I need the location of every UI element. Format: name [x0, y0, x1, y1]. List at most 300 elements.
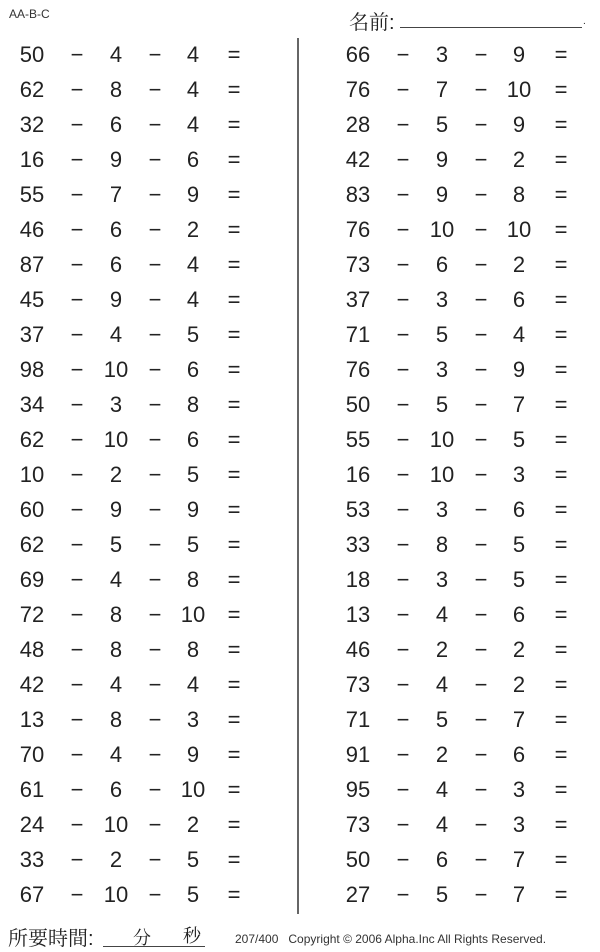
minus-sign: −	[396, 217, 410, 242]
operand-1: 10	[19, 462, 45, 487]
operand-2: 3	[435, 287, 449, 312]
operand-1: 61	[19, 777, 45, 802]
equals-sign: =	[227, 252, 241, 277]
equals-sign: =	[227, 147, 241, 172]
operand-1: 34	[19, 392, 45, 417]
minus-sign: −	[396, 112, 410, 137]
minus-sign: −	[474, 532, 488, 557]
worksheet-code: AA-B-C	[9, 7, 50, 21]
footer-info	[235, 932, 556, 946]
minus-sign: −	[396, 182, 410, 207]
copyright: Copyright © 2006 Alpha.Inc All Rights Reserved.	[288, 932, 547, 946]
column-divider	[297, 38, 299, 914]
minus-sign: −	[148, 182, 162, 207]
operand-1: 87	[19, 252, 45, 277]
operand-1: 42	[19, 672, 45, 697]
operand-3: 4	[186, 42, 200, 67]
operand-3: 9	[186, 182, 200, 207]
minus-sign: −	[70, 182, 84, 207]
operand-3: 2	[186, 217, 200, 242]
operand-2: 4	[109, 42, 123, 67]
minus-sign: −	[474, 847, 488, 872]
minus-sign: −	[148, 847, 162, 872]
operand-3: 6	[512, 497, 526, 522]
minus-sign: −	[396, 462, 410, 487]
operand-3: 4	[186, 77, 200, 102]
operand-2: 9	[109, 287, 123, 312]
equals-sign: =	[554, 42, 568, 67]
operand-2: 4	[435, 777, 449, 802]
operand-2: 8	[435, 532, 449, 557]
minus-sign: −	[70, 42, 84, 67]
equals-sign: =	[554, 637, 568, 662]
minus-sign: −	[148, 357, 162, 382]
minus-sign: −	[474, 462, 488, 487]
minus-sign: −	[474, 42, 488, 67]
minus-sign: −	[396, 567, 410, 592]
equals-sign: =	[227, 567, 241, 592]
minus-sign: −	[474, 252, 488, 277]
operand-3: 10	[506, 77, 532, 102]
minus-sign: −	[70, 427, 84, 452]
operand-1: 73	[345, 672, 371, 697]
equals-sign: =	[227, 462, 241, 487]
operand-2: 6	[435, 252, 449, 277]
operand-2: 7	[435, 77, 449, 102]
operand-1: 37	[19, 322, 45, 347]
operand-3: 2	[512, 672, 526, 697]
minus-sign: −	[148, 427, 162, 452]
minus-sign: −	[70, 672, 84, 697]
operand-3: 3	[512, 812, 526, 837]
minutes-label: 分	[133, 928, 151, 948]
operand-1: 95	[345, 777, 371, 802]
minus-sign: −	[148, 392, 162, 417]
minus-sign: −	[148, 602, 162, 627]
operand-1: 13	[19, 707, 45, 732]
minus-sign: −	[396, 707, 410, 732]
minus-sign: −	[474, 497, 488, 522]
equals-sign: =	[554, 112, 568, 137]
equals-sign: =	[554, 777, 568, 802]
equals-sign: =	[227, 112, 241, 137]
minus-sign: −	[396, 637, 410, 662]
operand-3: 9	[512, 42, 526, 67]
operand-2: 2	[435, 742, 449, 767]
equals-sign: =	[554, 812, 568, 837]
operand-2: 5	[435, 112, 449, 137]
operand-2: 10	[103, 427, 129, 452]
operand-3: 5	[512, 532, 526, 557]
equals-sign: =	[227, 777, 241, 802]
operand-3: 5	[186, 322, 200, 347]
operand-3: 3	[186, 707, 200, 732]
operand-2: 7	[109, 182, 123, 207]
operand-3: 4	[186, 252, 200, 277]
operand-2: 9	[109, 147, 123, 172]
minus-sign: −	[148, 812, 162, 837]
minus-sign: −	[70, 217, 84, 242]
operand-1: 72	[19, 602, 45, 627]
minus-sign: −	[474, 147, 488, 172]
operand-2: 10	[429, 427, 455, 452]
minus-sign: −	[148, 112, 162, 137]
minus-sign: −	[396, 392, 410, 417]
operand-2: 6	[109, 252, 123, 277]
minus-sign: −	[474, 672, 488, 697]
operand-2: 3	[109, 392, 123, 417]
operand-3: 8	[512, 182, 526, 207]
operand-1: 13	[345, 602, 371, 627]
minus-sign: −	[474, 742, 488, 767]
operand-2: 5	[435, 322, 449, 347]
minus-sign: −	[396, 42, 410, 67]
operand-1: 32	[19, 112, 45, 137]
operand-2: 10	[103, 812, 129, 837]
operand-1: 45	[19, 287, 45, 312]
minus-sign: −	[148, 77, 162, 102]
operand-3: 4	[512, 322, 526, 347]
operand-3: 5	[186, 847, 200, 872]
minus-sign: −	[148, 637, 162, 662]
operand-1: 42	[345, 147, 371, 172]
minus-sign: −	[148, 707, 162, 732]
minus-sign: −	[148, 742, 162, 767]
minus-sign: −	[70, 252, 84, 277]
operand-2: 2	[109, 462, 123, 487]
equals-sign: =	[554, 147, 568, 172]
operand-3: 4	[186, 672, 200, 697]
equals-sign: =	[227, 217, 241, 242]
operand-1: 83	[345, 182, 371, 207]
operand-1: 69	[19, 567, 45, 592]
minus-sign: −	[396, 357, 410, 382]
minus-sign: −	[396, 777, 410, 802]
minus-sign: −	[474, 637, 488, 662]
operand-2: 4	[435, 812, 449, 837]
operand-1: 73	[345, 812, 371, 837]
equals-sign: =	[554, 357, 568, 382]
operand-1: 71	[345, 707, 371, 732]
operand-2: 9	[109, 497, 123, 522]
operand-2: 8	[109, 77, 123, 102]
minus-sign: −	[70, 637, 84, 662]
minus-sign: −	[474, 182, 488, 207]
equals-sign: =	[554, 182, 568, 207]
equals-sign: =	[227, 707, 241, 732]
minus-sign: −	[148, 497, 162, 522]
minus-sign: −	[474, 567, 488, 592]
operand-2: 4	[109, 672, 123, 697]
minus-sign: −	[70, 357, 84, 382]
operand-2: 3	[435, 497, 449, 522]
minus-sign: −	[70, 882, 84, 907]
equals-sign: =	[227, 812, 241, 837]
minus-sign: −	[396, 602, 410, 627]
operand-3: 6	[186, 147, 200, 172]
equals-sign: =	[554, 847, 568, 872]
operand-3: 4	[186, 112, 200, 137]
minus-sign: −	[148, 252, 162, 277]
minus-sign: −	[396, 287, 410, 312]
operand-3: 5	[512, 427, 526, 452]
minus-sign: −	[396, 532, 410, 557]
operand-1: 27	[345, 882, 371, 907]
operand-2: 5	[435, 707, 449, 732]
equals-sign: =	[227, 322, 241, 347]
operand-3: 8	[186, 392, 200, 417]
minus-sign: −	[474, 707, 488, 732]
operand-1: 71	[345, 322, 371, 347]
minus-sign: −	[70, 322, 84, 347]
equals-sign: =	[227, 637, 241, 662]
minus-sign: −	[396, 847, 410, 872]
operand-2: 6	[109, 777, 123, 802]
operand-1: 50	[345, 847, 371, 872]
minus-sign: −	[148, 567, 162, 592]
operand-2: 8	[109, 602, 123, 627]
name-field-line[interactable]	[400, 27, 582, 28]
equals-sign: =	[227, 532, 241, 557]
minus-sign: −	[148, 777, 162, 802]
equals-sign: =	[554, 882, 568, 907]
equals-sign: =	[554, 497, 568, 522]
minus-sign: −	[70, 392, 84, 417]
minus-sign: −	[148, 532, 162, 557]
operand-3: 4	[186, 287, 200, 312]
operand-3: 7	[512, 882, 526, 907]
equals-sign: =	[227, 672, 241, 697]
minus-sign: −	[396, 882, 410, 907]
minus-sign: −	[148, 672, 162, 697]
operand-1: 16	[19, 147, 45, 172]
operand-2: 2	[435, 637, 449, 662]
operand-3: 9	[186, 497, 200, 522]
operand-1: 18	[345, 567, 371, 592]
operand-1: 76	[345, 217, 371, 242]
operand-1: 66	[345, 42, 371, 67]
operand-1: 28	[345, 112, 371, 137]
operand-3: 5	[186, 882, 200, 907]
operand-1: 46	[19, 217, 45, 242]
equals-sign: =	[554, 427, 568, 452]
operand-2: 4	[109, 322, 123, 347]
operand-1: 50	[345, 392, 371, 417]
operand-3: 5	[186, 462, 200, 487]
minus-sign: −	[70, 532, 84, 557]
minus-sign: −	[396, 497, 410, 522]
minus-sign: −	[148, 882, 162, 907]
equals-sign: =	[227, 742, 241, 767]
equals-sign: =	[227, 847, 241, 872]
minus-sign: −	[474, 812, 488, 837]
operand-1: 76	[345, 77, 371, 102]
operand-3: 2	[512, 252, 526, 277]
operand-2: 6	[109, 112, 123, 137]
operand-1: 62	[19, 427, 45, 452]
minus-sign: −	[474, 77, 488, 102]
operand-1: 70	[19, 742, 45, 767]
minus-sign: −	[474, 427, 488, 452]
equals-sign: =	[554, 287, 568, 312]
operand-1: 16	[345, 462, 371, 487]
equals-sign: =	[554, 602, 568, 627]
minus-sign: −	[70, 812, 84, 837]
operand-2: 8	[109, 707, 123, 732]
minus-sign: −	[70, 77, 84, 102]
minus-sign: −	[70, 777, 84, 802]
operand-2: 8	[109, 637, 123, 662]
equals-sign: =	[554, 322, 568, 347]
operand-1: 76	[345, 357, 371, 382]
operand-3: 7	[512, 707, 526, 732]
operand-3: 2	[512, 637, 526, 662]
minus-sign: −	[396, 147, 410, 172]
operand-1: 62	[19, 77, 45, 102]
operand-1: 50	[19, 42, 45, 67]
equals-sign: =	[554, 532, 568, 557]
operand-1: 55	[345, 427, 371, 452]
minus-sign: −	[70, 602, 84, 627]
operand-3: 6	[186, 357, 200, 382]
equals-sign: =	[554, 217, 568, 242]
operand-3: 8	[186, 567, 200, 592]
operand-1: 73	[345, 252, 371, 277]
operand-1: 62	[19, 532, 45, 557]
operand-3: 5	[186, 532, 200, 557]
operand-1: 33	[19, 847, 45, 872]
operand-2: 10	[429, 217, 455, 242]
minus-sign: −	[396, 812, 410, 837]
operand-1: 67	[19, 882, 45, 907]
operand-3: 6	[512, 742, 526, 767]
operand-1: 37	[345, 287, 371, 312]
operand-2: 6	[109, 217, 123, 242]
operand-3: 2	[186, 812, 200, 837]
operand-3: 7	[512, 847, 526, 872]
operand-1: 48	[19, 637, 45, 662]
operand-2: 3	[435, 567, 449, 592]
minus-sign: −	[70, 462, 84, 487]
operand-3: 10	[180, 777, 206, 802]
equals-sign: =	[227, 882, 241, 907]
operand-1: 60	[19, 497, 45, 522]
equals-sign: =	[554, 252, 568, 277]
name-label: 名前:	[349, 12, 395, 34]
equals-sign: =	[554, 77, 568, 102]
operand-1: 53	[345, 497, 371, 522]
equals-sign: =	[227, 602, 241, 627]
seconds-label: 秒	[183, 926, 201, 946]
equals-sign: =	[227, 392, 241, 417]
minus-sign: −	[148, 287, 162, 312]
operand-3: 3	[512, 462, 526, 487]
equals-sign: =	[554, 392, 568, 417]
operand-1: 33	[345, 532, 371, 557]
operand-3: 9	[512, 357, 526, 382]
operand-2: 2	[109, 847, 123, 872]
minus-sign: −	[70, 497, 84, 522]
operand-3: 8	[186, 637, 200, 662]
equals-sign: =	[227, 42, 241, 67]
minus-sign: −	[396, 77, 410, 102]
minus-sign: −	[70, 112, 84, 137]
minus-sign: −	[474, 392, 488, 417]
minus-sign: −	[474, 882, 488, 907]
minus-sign: −	[396, 322, 410, 347]
minus-sign: −	[148, 322, 162, 347]
operand-1: 98	[19, 357, 45, 382]
operand-3: 5	[512, 567, 526, 592]
minus-sign: −	[474, 287, 488, 312]
minus-sign: −	[148, 42, 162, 67]
operand-2: 5	[109, 532, 123, 557]
equals-sign: =	[227, 357, 241, 382]
minus-sign: −	[474, 602, 488, 627]
operand-2: 4	[435, 672, 449, 697]
page-number: 207/400	[235, 932, 279, 946]
minus-sign: −	[70, 707, 84, 732]
operand-2: 3	[435, 42, 449, 67]
operand-3: 9	[186, 742, 200, 767]
minus-sign: −	[70, 847, 84, 872]
equals-sign: =	[554, 462, 568, 487]
operand-2: 4	[109, 567, 123, 592]
equals-sign: =	[227, 182, 241, 207]
operand-2: 9	[435, 147, 449, 172]
operand-2: 10	[429, 462, 455, 487]
equals-sign: =	[554, 567, 568, 592]
name-end-mark: .	[583, 16, 586, 27]
operand-2: 3	[435, 357, 449, 382]
minus-sign: −	[148, 147, 162, 172]
operand-2: 6	[435, 847, 449, 872]
operand-1: 24	[19, 812, 45, 837]
operand-3: 3	[512, 777, 526, 802]
operand-1: 46	[345, 637, 371, 662]
operand-2: 10	[103, 357, 129, 382]
equals-sign: =	[227, 427, 241, 452]
operand-2: 9	[435, 182, 449, 207]
equals-sign: =	[227, 77, 241, 102]
operand-1: 55	[19, 182, 45, 207]
minus-sign: −	[148, 217, 162, 242]
operand-1: 91	[345, 742, 371, 767]
equals-sign: =	[227, 287, 241, 312]
equals-sign: =	[554, 742, 568, 767]
minus-sign: −	[474, 322, 488, 347]
equals-sign: =	[554, 672, 568, 697]
operand-3: 6	[512, 602, 526, 627]
minus-sign: −	[70, 742, 84, 767]
operand-3: 10	[506, 217, 532, 242]
minus-sign: −	[70, 567, 84, 592]
operand-2: 4	[435, 602, 449, 627]
operand-3: 10	[180, 602, 206, 627]
operand-3: 7	[512, 392, 526, 417]
operand-2: 4	[109, 742, 123, 767]
operand-3: 2	[512, 147, 526, 172]
minus-sign: −	[396, 742, 410, 767]
operand-3: 6	[512, 287, 526, 312]
minus-sign: −	[70, 147, 84, 172]
minus-sign: −	[474, 357, 488, 382]
minus-sign: −	[474, 112, 488, 137]
minus-sign: −	[396, 672, 410, 697]
operand-2: 5	[435, 392, 449, 417]
operand-2: 5	[435, 882, 449, 907]
operand-3: 6	[186, 427, 200, 452]
